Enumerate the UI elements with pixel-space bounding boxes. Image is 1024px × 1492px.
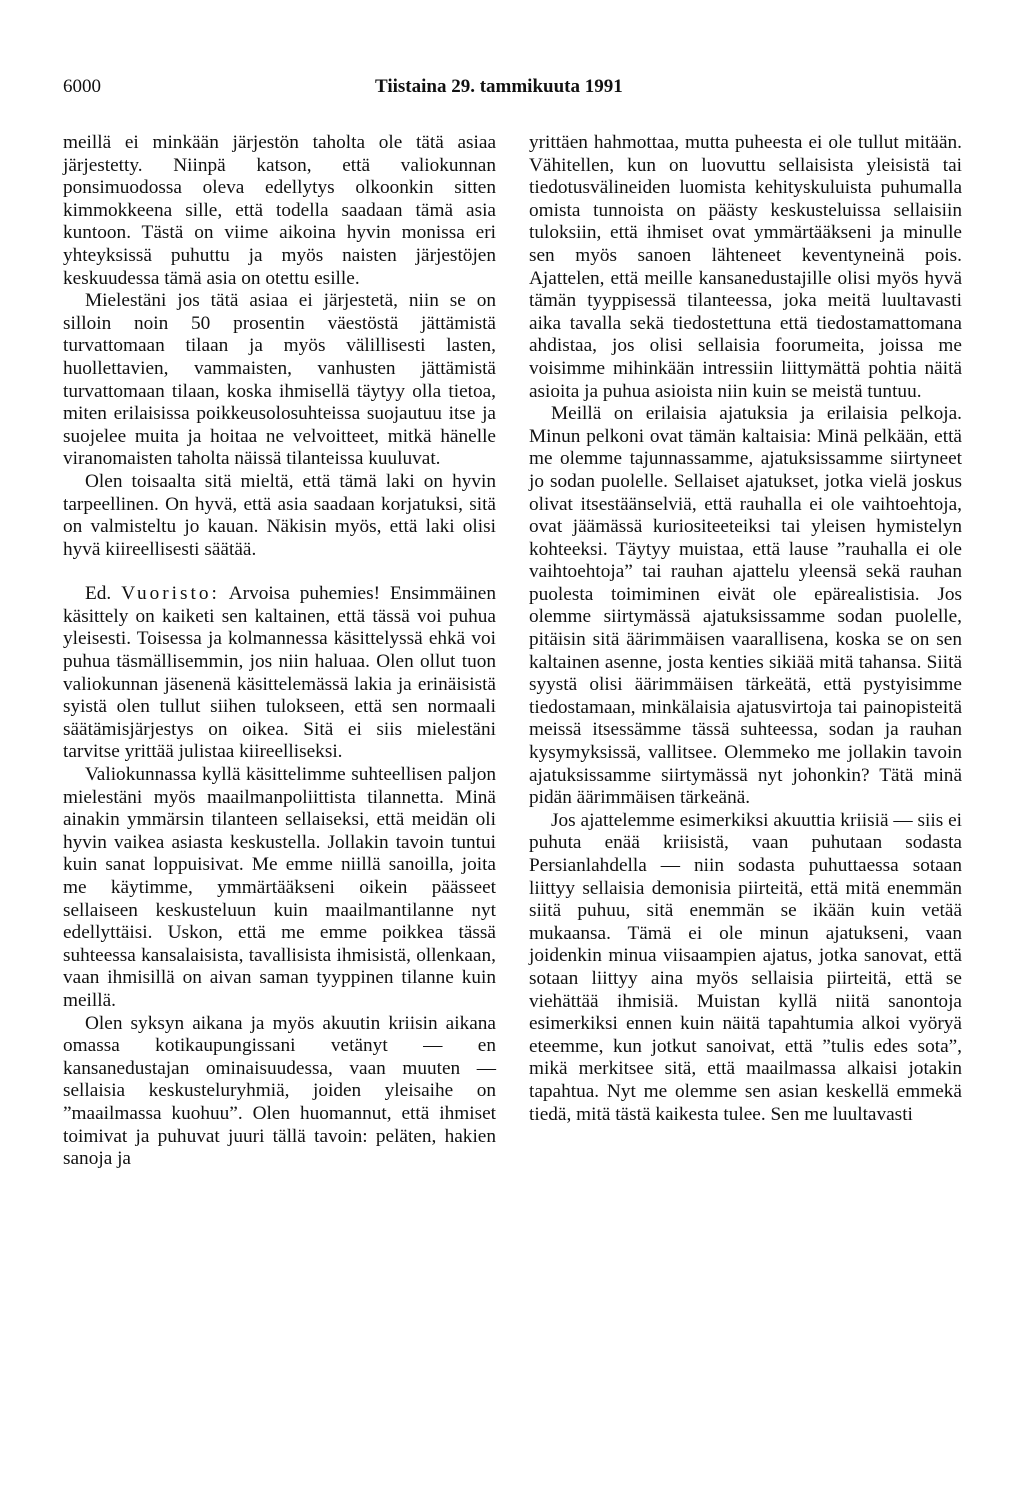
right-paragraph-2: Meillä on erilaisia ajatuksia ja erilaisia pelkoja. Minun pelkoni ovat tämän kaltaisia: Minä pelkään, että me olemme tajunnassamme, ajatuksissamme siirtyneet jo sodan puolelle. Sellaiset ajatukset, jotka vielä joskus olivat itsestäänselviä, että rauhalla ei ole vaihtoehtoja, ovat jäämässä kuriositeeteiksi tai yleisen hymistelyn kohteeksi. Täytyy muistaa, että lause ”rauhalla ei ole vaihtoehtoja” tai rauhan ajattelu yleensä sekä rauhan puolesta toimiminen eivät ole epärealistisia. Jos olemme siirtymässä ajatuksissamme sodan puolelle, pitäisin sitä äärimmäisen vaarallisena, koska se on sen kaltainen asenne, josta kenties sikiää mitä tahansa. Siitä syystä olisi äärimmäisen tärkeätä, että pystyisimme tiedostamaan, minkälaisia ajatusvirtoja tai painopisteitä meissä itsessämme tässä suhteessa, sodan ja rauhan kysymyksissä, vallitsee. Olemmeko me jollakin tavoin ajatuksissamme siirtymässä nyt johonkin? Tätä minä pidän äärimmäisen tärkeänä. xyxy=(529,403,962,809)
left-paragraph-2: Mielestäni jos tätä asiaa ei järjestetä, niin se on silloin noin 50 prosentin väestöstä jättämistä turvattomaan tilaan ja myös välillisesti lasten, huollettavien, vammaisten, vanhusten jättämistä turvattomaan tilaan, koska ihmisellä täytyy olla tietoa, miten erilaisissa poikkeusolosuhteissa suojautuu itse ja suojelee muita ja hoitaa ne velvoitteet, mitkä hänelle viranomaisten taholta näissä tilanteissa kuuluvat. xyxy=(63,290,496,470)
left-paragraph-1: meillä ei minkään järjestön taholta ole tätä asiaa järjestetty. Niinpä katson, että valiokunnan ponsimuodossa oleva edellytys olkoonkin sitten kimmokkeena sille, että todella saadaan tämä asia kuntoon. Tästä on viime aikoina hyvin monissa eri yhteyksissä puhuttu ja myös naisten järjestöjen keskuudessa tämä asia on otettu esille. xyxy=(63,132,496,289)
speech-prefix: Ed. xyxy=(85,583,112,605)
page-number: 6000 xyxy=(63,76,101,97)
left-paragraph-6: Olen syksyn aikana ja myös akuutin kriisin aikana omassa kotikaupungissani vetänyt — en kansanedustajan ominaisuudessa, vaan muuten — sellaisia keskusteluryhmiä, joiden yleisaihe on ”maailmassa kuohuu”. Olen huomannut, että ihmiset toimivat ja puhuvat juuri tällä tavoin: peläten, hakien sanoja ja xyxy=(63,1012,496,1170)
right-paragraph-3: Jos ajattelemme esimerkiksi akuuttia kriisiä — siis ei puhuta enää kriisistä, vaan puhutaan sodasta Persianlahdella — niin sodasta puhuttaessa sotaan liittyy sellaisia demonisia piirteitä, että mitä enemmän siitä puhuu, sitä enemmän se ikään kuin vetää mukaansa. Tämä ei ole minun ajatukseni, vaan joidenkin minua viisaampien ajatus, jotka sanovat, että sotaan liittyy aina myös sellaisia piirteitä, että se viehättää ihmisiä. Muistan kyllä niitä sanontoja esimerkiksi ennen kuin näitä tapahtumia alkoi vyöryä eteemme, kun jotkut sanoivat, että ”tulis edes sota”, mikä merkitsee sitä, että maailmassa alkaisi jotakin tapahtua. Nyt me olemme sen asian keskellä emmekä tiedä, mitä tästä kaikesta tulee. Sen me luultavasti xyxy=(529,809,962,1125)
left-column xyxy=(63,132,496,1171)
speech-text: Arvoisa puhemies! Ensimmäinen käsittely on kaiketi sen kaltainen, että tässä voi puhua yleisesti. Toisessa ja kolmannessa käsittelyssä ehkä voi puhua täsmällisemmin, jos niin haluaa. Olen ollut tuon valiokunnan jäsenenä käsittelemässä lakia ja erinäisistä syistä olen tullut siihen tulokseen, että sen normaali säätämisjärjestys on oikea. Sitä ei siis mielestäni tarvitse yrittää julistaa kiireelliseksi. xyxy=(63,583,496,763)
right-column xyxy=(529,132,962,1126)
speech-paragraph xyxy=(63,583,496,764)
left-paragraph-5: Valiokunnassa kyllä käsittelimme suhteellisen paljon mielestäni myös maailmanpoliittista tilannetta. Minä ainakin ymmärsin tilanteen sellaiseksi, että meidän oli hyvin vaikea asiasta keskustella. Jollakin tavoin tuntui kuin sanat loppuisivat. Me emme niillä sanoilla, joita me käytimme, ymmärtääkseni oikein päässeet sellaiseen keskusteluun kuin maailmantilanne nyt edellyttäisi. Uskon, että me emme poikkea tässä suhteessa kansalaisista, tavallisista ihmisistä, ollenkaan, vaan ihmisillä on aivan saman tyyppinen tilanne kuin meillä. xyxy=(63,764,496,1011)
left-paragraph-3: Olen toisaalta sitä mieltä, että tämä laki on hyvin tarpeellinen. On hyvä, että asia saadaan korjatuksi, sitä on valmisteltu jo kauan. Näkisin myös, että laki olisi hyvä kiireellisesti säätää. xyxy=(63,470,496,560)
running-head: Tiistaina 29. tammikuuta 1991 xyxy=(375,76,623,97)
right-paragraph-1: yrittäen hahmottaa, mutta puheesta ei ole tullut mitään. Vähitellen, kun on luovuttu sellaisista yleisistä tai tiedotusvälineiden luomista kehityskuluista puhumalla omista tunnoista on päästy keskusteluissa sellaisiin tuloksiin, että ihmiset ovat ymmärtääkseni ja minulle sen myös sanoen lähteneet keventyneinä pois. Ajattelen, että meille kansanedustajille olisi myös hyvä tämän tyyppisessä tilanteessa, joka meitä luultavasti aika tavalla sekä tiedostettuna että tiedostamattomana ahdistaa, jos olisi sellaisia foorumeita, joissa me voisimme mihinkään intressiin liittymättä pohtia näitä asioita ja puhua asioista niin kuin se meistä tuntuu. xyxy=(529,132,962,402)
speaker-name: Vuoristo: xyxy=(121,583,220,605)
